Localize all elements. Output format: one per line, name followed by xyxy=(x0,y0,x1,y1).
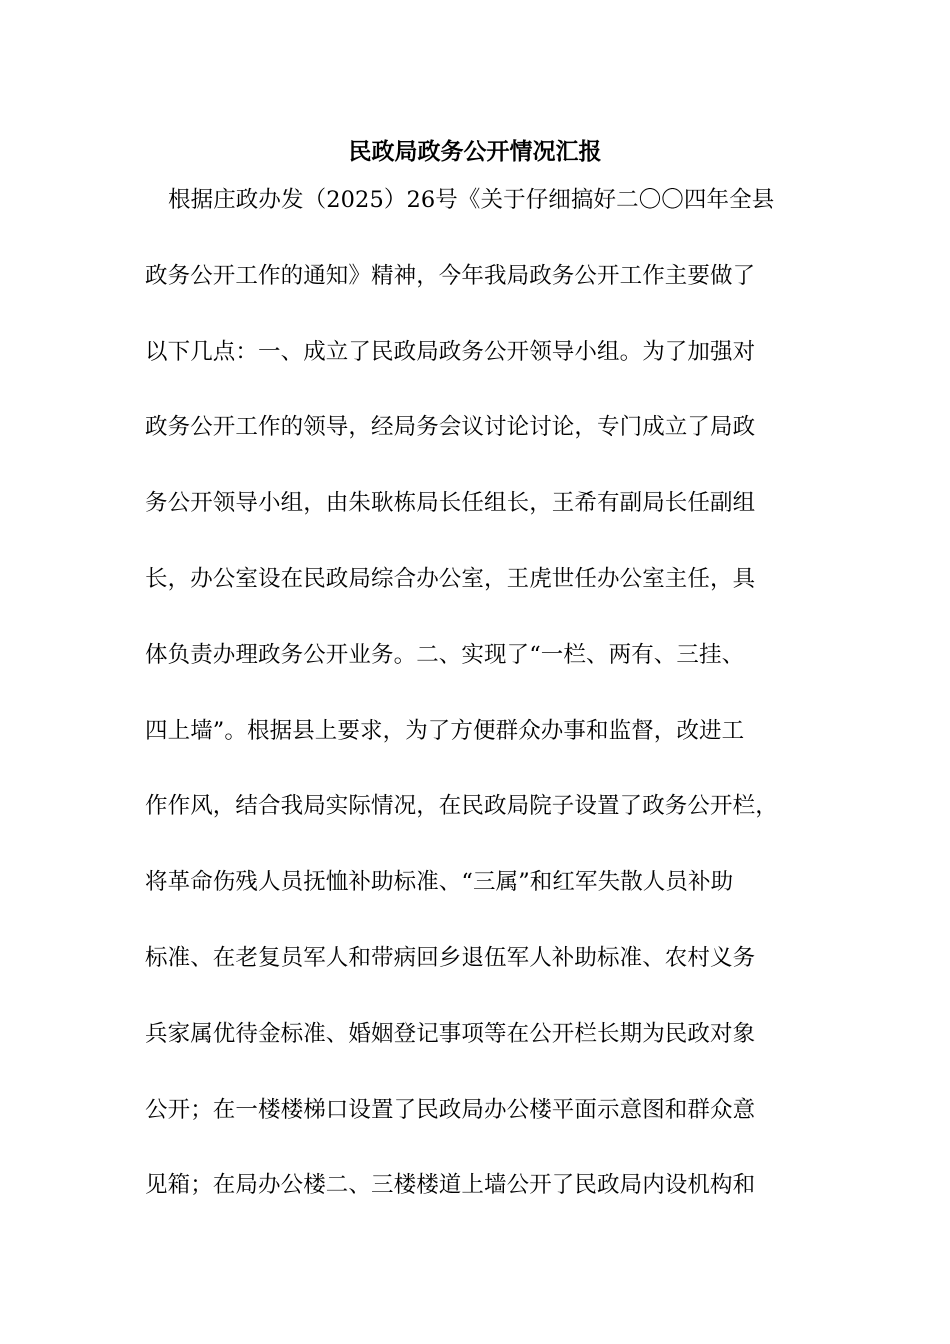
body-line-2: 政务公开工作的通知》精神，今年我局政务公开工作主要做了 xyxy=(145,262,756,289)
body-line-5: 务公开领导小组，由朱耿栋局长任组长，王希有副局长任副组 xyxy=(145,490,756,517)
body-line-8: 四上墙”。根据县上要求，为了方便群众办事和监督，改进工 xyxy=(145,717,745,744)
body-line-11: 标准、在老复员军人和带病回乡退伍军人补助标准、农村义务 xyxy=(145,944,756,971)
body-line-6: 长，办公室设在民政局综合办公室，王虎世任办公室主任，具 xyxy=(145,565,756,592)
body-line-14: 见箱；在局办公楼二、三楼楼道上墙公开了民政局内设机构和 xyxy=(145,1172,756,1199)
body-line-9: 作作风，结合我局实际情况，在民政局院子设置了政务公开栏， xyxy=(145,793,778,820)
body-line-4: 政务公开工作的领导，经局务会议讨论讨论，专门成立了局政 xyxy=(145,414,756,441)
body-line-3: 以下几点：一、成立了民政局政务公开领导小组。为了加强对 xyxy=(145,338,756,365)
document-body xyxy=(145,182,845,1243)
body-line-7: 体负责办理政务公开业务。二、实现了“一栏、两有、三挂、 xyxy=(145,641,745,668)
body-line-13: 公开；在一楼楼梯口设置了民政局办公楼平面示意图和群众意 xyxy=(145,1096,756,1123)
body-line-1: 根据庄政办发（2025）26号《关于仔细搞好二〇〇四年全县 xyxy=(168,187,775,213)
document-title: 民政局政务公开情况汇报 xyxy=(348,138,602,165)
body-line-10: 将革命伤残人员抚恤补助标准、“三属”和红军失散人员补助 xyxy=(145,869,734,896)
body-line-12: 兵家属优待金标准、婚姻登记事项等在公开栏长期为民政对象 xyxy=(145,1020,756,1047)
